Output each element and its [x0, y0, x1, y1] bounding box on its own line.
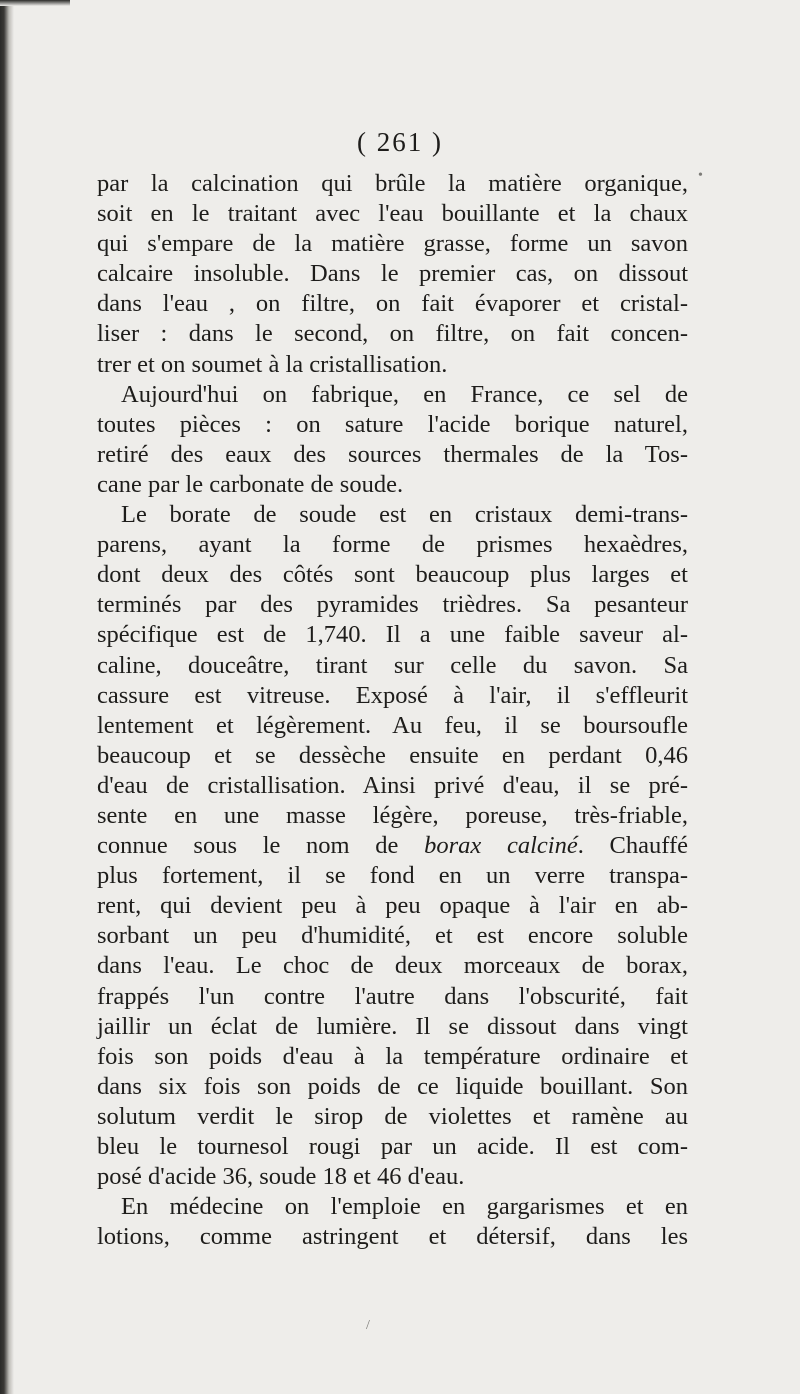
text-line: spécifique est de 1,740. Il a une faible saveur al-: [97, 621, 688, 649]
text-segment: connue sous le nom de: [97, 832, 425, 860]
text-line: sente en une masse légère, poreuse, très-friable,: [97, 801, 688, 829]
text-line: d'eau de cristallisation. Ainsi privé d'eau, il se pré-: [97, 771, 688, 799]
text-line: terminés par des pyramides trièdres. Sa pesanteur: [97, 591, 688, 619]
text-line: bleu le tournesol rougi par un acide. Il est com-: [97, 1133, 688, 1160]
text-line: lentement et légèrement. Au feu, il se boursoufle: [97, 711, 688, 739]
text-line: cassure est vitreuse. Exposé à l'air, il s'effleurit: [97, 681, 688, 709]
ink-speck: •: [698, 168, 703, 183]
text-line: parens, ayant la forme de prismes hexaèdres,: [97, 531, 688, 559]
text-line: posé d'acide 36, soude 18 et 46 d'eau.: [97, 1163, 465, 1191]
text-line: En médecine on l'emploie en gargarismes et en: [121, 1193, 688, 1221]
text-line: dans six fois son poids de ce liquide bouillant. Son: [97, 1072, 688, 1100]
text-segment: . Chauffé: [577, 832, 688, 860]
page-edge-shadow: [0, 0, 70, 6]
text-line: retiré des eaux des sources thermales de la Tos-: [97, 440, 688, 468]
text-line: solutum verdit le sirop de violettes et ramène au: [97, 1102, 688, 1130]
text-line: Le borate de soude est en cristaux demi-trans-: [121, 501, 688, 529]
text-line: caline, douceâtre, tirant sur celle du savon. Sa: [97, 651, 688, 679]
text-line: jaillir un éclat de lumière. Il se dissout dans vingt: [97, 1012, 688, 1040]
page-number: ( 261 ): [357, 127, 443, 157]
text-line: Aujourd'hui on fabrique, en France, ce sel de: [121, 380, 688, 408]
text-line: frappés l'un contre l'autre dans l'obscurité, fait: [97, 982, 688, 1010]
book-spine-shadow: [0, 0, 14, 1394]
text-line: sorbant un peu d'humidité, et est encore soluble: [97, 922, 688, 950]
text-line: [97, 831, 688, 861]
text-line: liser : dans le second, on filtre, on fait concen-: [97, 320, 688, 348]
text-line: dont deux des côtés sont beaucoup plus larges et: [97, 561, 688, 589]
text-line: beaucoup et se dessèche ensuite en perdant 0,46: [97, 741, 688, 769]
text-line: qui s'empare de la matière grasse, forme un savon: [97, 230, 688, 258]
text-line: dans l'eau , on filtre, on fait évaporer et cristal-: [97, 290, 688, 318]
text-line: trer et on soumet à la cristallisation.: [97, 350, 448, 378]
text-line: par la calcination qui brûle la matière organique,: [97, 170, 688, 197]
text-line: rent, qui devient peu à peu opaque à l'air en ab-: [97, 892, 688, 920]
ink-speck: /: [366, 1318, 370, 1333]
text-line: plus fortement, il se fond en un verre transpa-: [97, 862, 688, 890]
text-line: calcaire insoluble. Dans le premier cas, on dissout: [97, 260, 688, 288]
page-body-text: [97, 169, 688, 1252]
italic-term: borax calciné: [424, 832, 578, 860]
text-line: fois son poids d'eau à la température ordinaire et: [97, 1042, 688, 1070]
text-line: toutes pièces : on sature l'acide borique naturel,: [97, 410, 688, 438]
text-line: cane par le carbonate de soude.: [97, 470, 404, 498]
text-line: dans l'eau. Le choc de deux morceaux de borax,: [97, 952, 688, 980]
text-line: soit en le traitant avec l'eau bouillante et la chaux: [97, 200, 688, 228]
text-line: lotions, comme astringent et détersif, dans les: [97, 1223, 688, 1251]
